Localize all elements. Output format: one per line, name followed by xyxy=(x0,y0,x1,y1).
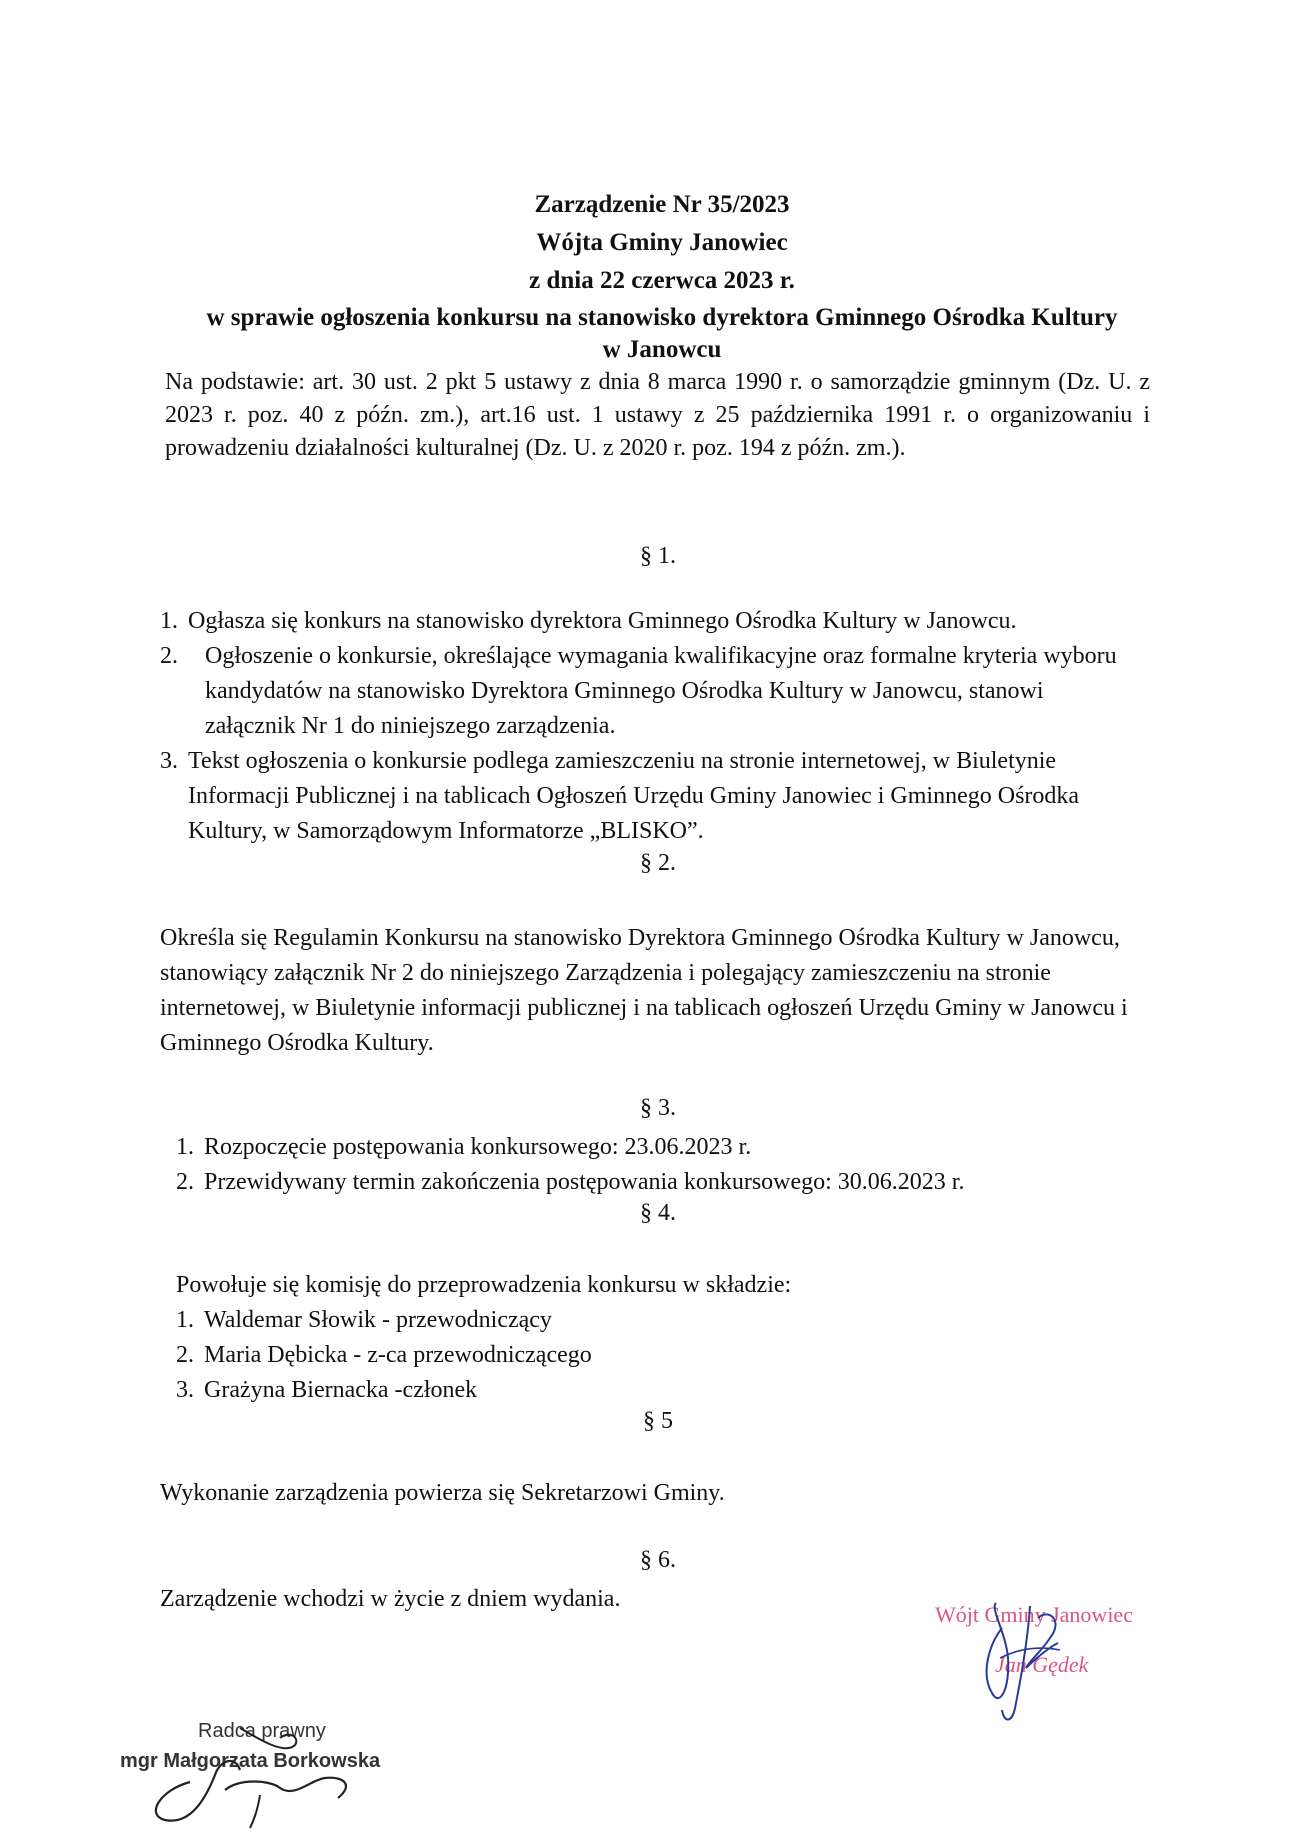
mayor-stamp-name: Jan Gędek xyxy=(995,1652,1089,1677)
section-1-heading: § 1. xyxy=(640,543,676,569)
list-item xyxy=(160,639,1140,744)
item-number: 3. xyxy=(160,748,178,774)
list-item xyxy=(176,1130,1136,1165)
item-text: Rozpoczęcie postępowania konkursowego: 23.06.2023 r. xyxy=(204,1134,752,1160)
item-number: 2. xyxy=(176,1169,194,1195)
lawyer-stamp-title: Radca prawny xyxy=(198,1720,326,1742)
lawyer-stamp xyxy=(120,1720,420,1830)
section-2-text: Określa się Regulamin Konkursu na stanowisko Dyrektora Gminnego Ośrodka Kultury w Janowcu, stanowiący załącznik Nr 2 do niniejszego Zarządzenia i polegający zamieszczeniu na stronie internetowej, w Biuletynie informacji publicznej i na tablicach ogłoszeń Urzędu Gminy w Janowcu i Gminnego Ośrodka Kultury. xyxy=(160,925,1128,1056)
list-item xyxy=(160,744,1140,849)
section-6-text: Zarządzenie wchodzi w życie z dniem wydania. xyxy=(160,1586,621,1612)
ordinance-number: Zarządzenie Nr 35/2023 xyxy=(534,191,790,218)
item-text: Przewidywany termin zakończenia postępowania konkursowego: 30.06.2023 r. xyxy=(204,1169,965,1195)
item-text: Grażyna Biernacka -członek xyxy=(204,1377,478,1403)
item-number: 1. xyxy=(160,608,178,634)
list-item xyxy=(176,1165,1136,1200)
issuer: Wójta Gminy Janowiec xyxy=(536,229,788,256)
item-number: 1. xyxy=(176,1307,194,1333)
section-4-list xyxy=(176,1303,1136,1408)
section-4-intro: Powołuje się komisję do przeprowadzenia konkursu w składzie: xyxy=(176,1272,792,1298)
section-3-list xyxy=(176,1130,1136,1200)
list-item xyxy=(176,1373,1136,1408)
section-6-heading: § 6. xyxy=(640,1547,676,1573)
item-text: Maria Dębicka - z-ca przewodniczącego xyxy=(204,1342,592,1368)
item-text: Ogłasza się konkurs na stanowisko dyrektora Gminnego Ośrodka Kultury w Janowcu. xyxy=(188,608,1017,634)
item-text: Waldemar Słowik - przewodniczący xyxy=(204,1307,552,1333)
item-number: 2. xyxy=(160,643,178,669)
legal-basis: Na podstawie: art. 30 ust. 2 pkt 5 ustawy z dnia 8 marca 1990 r. o samorządzie gminnym (Dz. U. z 2023 r. poz. 40 z późn. zm.), art.16 ust. 1 ustawy z 25 października 1991 r. o organizowaniu i prowadzeniu działalności kulturalnej (Dz. U. z 2020 r. poz. 194 z późn. zm.). xyxy=(165,369,1150,461)
item-text: Ogłoszenie o konkursie, określające wymagania kwalifikacyjne oraz formalne kryteria wyboru kandydatów na stanowisko Dyrektora Gminnego Ośrodka Kultury w Janowcu, stanowi załącznik Nr 1 do niniejszego zarządzenia. xyxy=(205,643,1117,739)
section-5-heading: § 5 xyxy=(643,1408,673,1434)
lawyer-stamp-name: mgr Małgorzata Borkowska xyxy=(120,1750,381,1772)
item-number: 3. xyxy=(176,1377,194,1403)
list-item xyxy=(160,604,1140,639)
issue-date: z dnia 22 czerwca 2023 r. xyxy=(529,267,795,294)
section-1-list xyxy=(160,604,1140,849)
mayor-stamp xyxy=(930,1598,1170,1708)
item-number: 2. xyxy=(176,1342,194,1368)
mayor-signature xyxy=(930,1598,1170,1728)
item-number: 1. xyxy=(176,1134,194,1160)
section-2-heading: § 2. xyxy=(640,850,676,876)
mayor-stamp-title: Wójt Gminy Janowiec xyxy=(935,1602,1133,1627)
lawyer-signature xyxy=(120,1720,420,1830)
list-item xyxy=(176,1338,1136,1373)
section-3-heading: § 3. xyxy=(640,1095,676,1121)
section-5-text: Wykonanie zarządzenia powierza się Sekretarzowi Gminy. xyxy=(160,1480,725,1506)
item-text: Tekst ogłoszenia o konkursie podlega zamieszczeniu na stronie internetowej, w Biuletynie Informacji Publicznej i na tablicach Ogłoszeń Urzędu Gminy Janowiec i Gminnego Ośrodka Kultury, w Samorządowym Informatorze „BLISKO”. xyxy=(188,748,1080,844)
section-4-heading: § 4. xyxy=(640,1200,676,1226)
subject-line: w sprawie ogłoszenia konkursu na stanowisko dyrektora Gminnego Ośrodka Kultury xyxy=(206,304,1118,331)
subject-line-2: w Janowcu xyxy=(602,336,722,363)
list-item xyxy=(176,1303,1136,1338)
